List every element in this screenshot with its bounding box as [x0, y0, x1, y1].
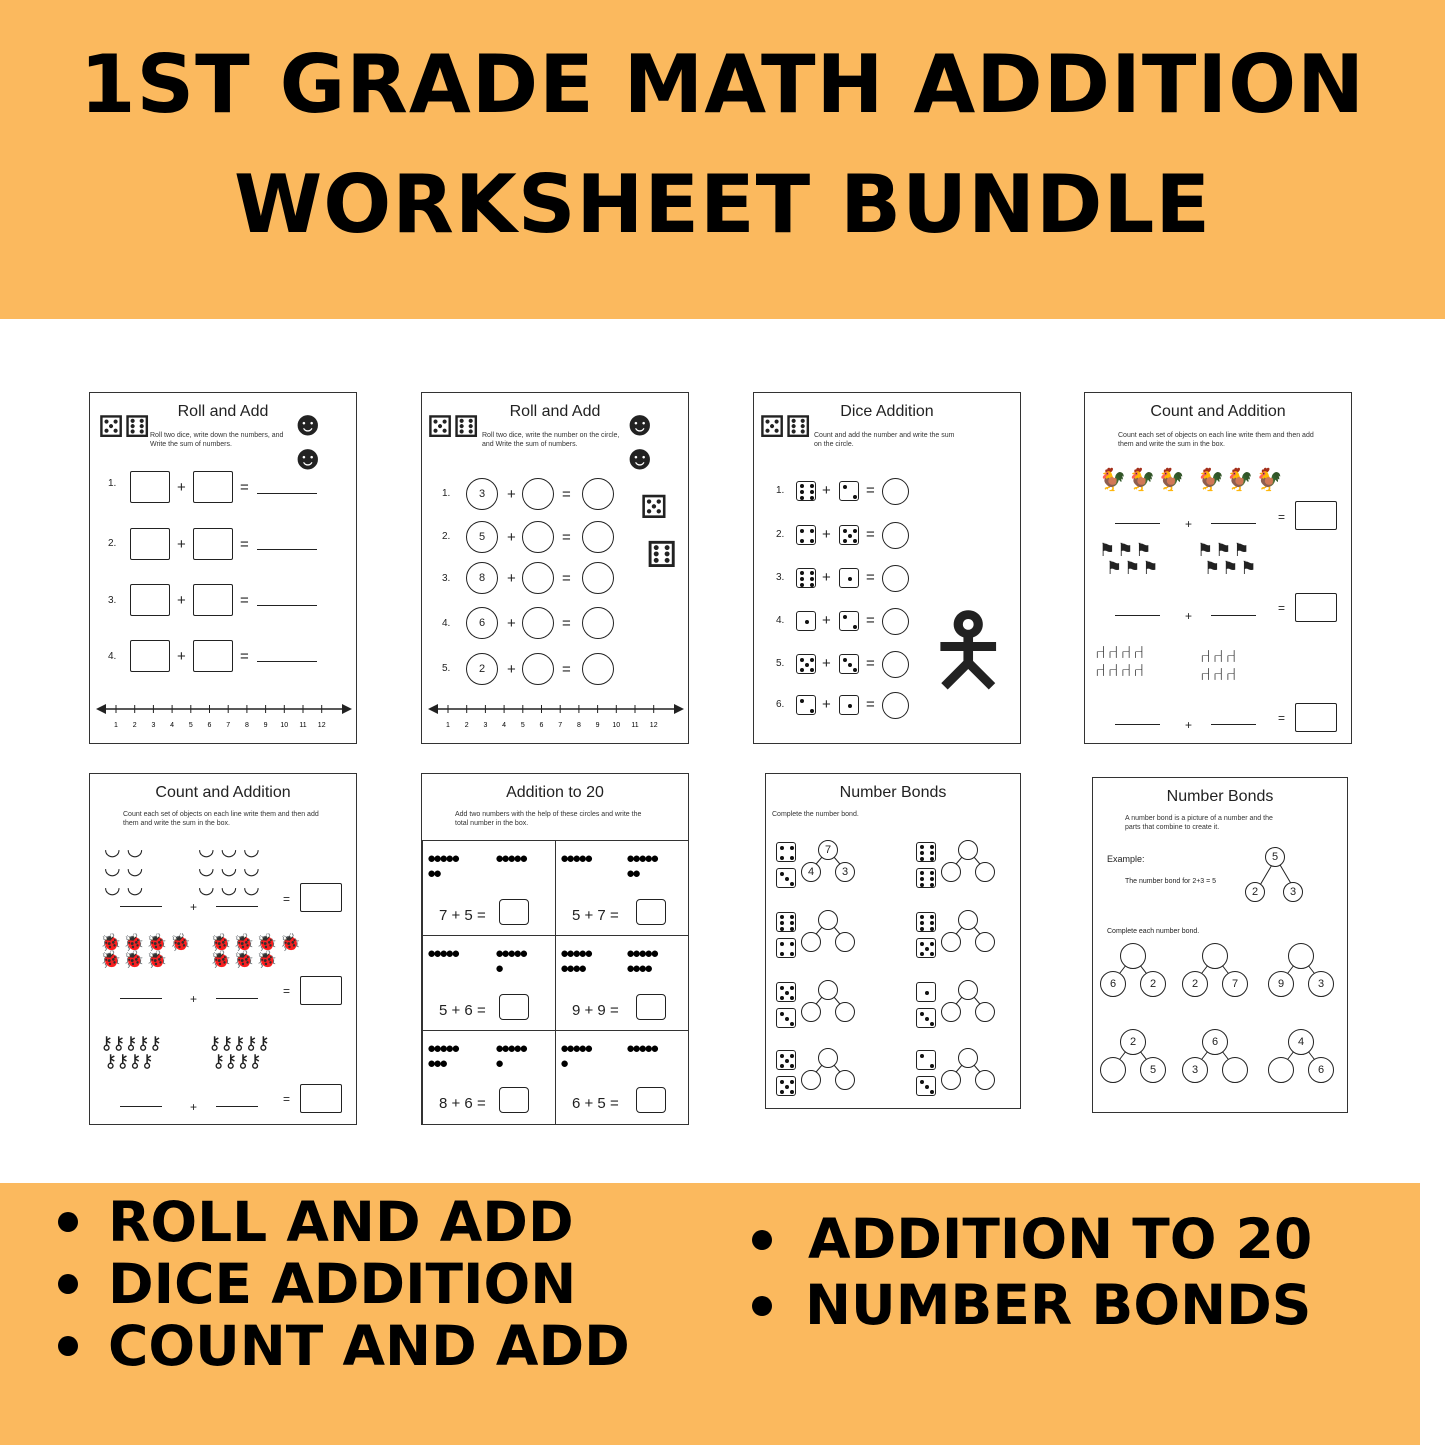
plus-sign: + [190, 992, 198, 1006]
dot-group: ●●●●● [495, 850, 526, 867]
bond-part-circle [975, 932, 995, 952]
dot-group: ●●●●● [626, 1040, 657, 1057]
number-line-label: 8 [576, 722, 581, 729]
bond-part-circle: 2 [1245, 882, 1265, 902]
number-line-label: 8 [244, 722, 249, 729]
die-face-icon [916, 982, 936, 1002]
bond-part-circle [801, 932, 821, 952]
answer-box [193, 584, 233, 616]
plus-sign: + [1185, 718, 1193, 732]
chair-icon: ⑁⑁⑁⑁ ⑁⑁⑁⑁ [1095, 642, 1147, 680]
number-circle: 3 [466, 478, 498, 510]
plus-sign: + [177, 536, 186, 553]
bond-part-circle: 5 [1140, 1057, 1166, 1083]
chair-icon: ⑁⑁⑁ ⑁⑁⑁ [1200, 646, 1239, 684]
plus-sign: + [190, 900, 198, 914]
ladybug-icon: 🐞🐞🐞🐞 🐞🐞🐞 [100, 933, 193, 969]
die-face-icon [916, 1076, 936, 1096]
number-line-label: 12 [317, 722, 326, 729]
bond-part-circle [941, 1070, 961, 1090]
bond-part-circle [975, 1002, 995, 1022]
plus-sign: + [507, 615, 516, 632]
bond-part-circle [1100, 1057, 1126, 1083]
bond-part-circle [835, 932, 855, 952]
equals-sign: = [240, 648, 249, 665]
plus-sign: + [822, 482, 831, 499]
row-number: 3. [108, 595, 117, 606]
die-face-icon [776, 868, 796, 888]
worksheet-number-bonds-1 [765, 773, 1021, 1109]
die-face-icon [916, 1050, 936, 1070]
equals-sign: = [562, 486, 571, 503]
bond-part-circle: 4 [801, 862, 821, 882]
answer-line [1211, 523, 1256, 524]
equals-sign: = [1278, 711, 1286, 725]
addition-problem: 9 + 9 = [572, 1002, 619, 1019]
ladybug-icon: 🐞🐞🐞🐞 🐞🐞🐞 [210, 933, 303, 969]
bond-part-circle: 2 [1140, 971, 1166, 997]
die-face-icon [776, 842, 796, 862]
answer-line [120, 998, 162, 999]
bond-part-circle [1268, 1057, 1294, 1083]
bond-whole-circle: 4 [1288, 1029, 1314, 1055]
answer-line [257, 549, 317, 550]
worksheet-title: Number Bonds [839, 784, 947, 801]
die-icon: ⚅ [646, 534, 678, 575]
number-line-label: 3 [151, 722, 156, 729]
number-line-label: 11 [299, 722, 307, 729]
answer-circle [882, 692, 909, 719]
number-line-label: 9 [595, 722, 600, 729]
answer-box [499, 994, 529, 1020]
equals-sign: = [562, 570, 571, 587]
rooster-icon: 🐓🐓🐓 [1099, 467, 1188, 492]
answer-box [499, 899, 529, 925]
die-face-icon [916, 938, 936, 958]
die-face-icon [916, 842, 936, 862]
answer-circle [882, 478, 909, 505]
worksheet-instructions: A number bond is a picture of a number and the parts that combine to create it. [1125, 815, 1273, 831]
number-line [428, 699, 684, 733]
answer-circle [522, 478, 554, 510]
answer-box [300, 1084, 342, 1113]
die-face-icon [839, 695, 859, 715]
number-line-label: 6 [207, 722, 212, 729]
bond-part-circle: 2 [1182, 971, 1208, 997]
worksheet-instructions: Count and add the number and write the sum on the circle. [814, 432, 955, 448]
plus-sign: + [822, 526, 831, 543]
bond-whole-circle [958, 910, 978, 930]
banana-icon: ◡◡◡ ◡◡◡ ◡◡◡ [198, 839, 266, 898]
bond-whole-circle [1288, 943, 1314, 969]
answer-line [1211, 724, 1256, 725]
equals-sign: = [240, 592, 249, 609]
answer-line [1211, 615, 1256, 616]
row-number: 2. [108, 538, 117, 549]
equals-sign: = [283, 892, 291, 906]
answer-circle [882, 522, 909, 549]
row-number: 4. [776, 615, 785, 626]
bullet-icon [58, 1274, 78, 1294]
addition-cell [555, 840, 689, 936]
bond-whole-circle [1202, 943, 1228, 969]
bond-part-circle [941, 932, 961, 952]
plus-sign: + [507, 486, 516, 503]
die-face-icon [796, 611, 816, 631]
answer-circle [522, 521, 554, 553]
dice-icon: ⚄⚅ [427, 411, 480, 444]
die-face-icon [916, 912, 936, 932]
die-icon: ⚄ [640, 489, 668, 525]
feature-addition-to-20: ADDITION TO 20 [808, 1207, 1313, 1271]
bond-whole-circle [958, 840, 978, 860]
answer-circle [882, 608, 909, 635]
feature-dice-addition: DICE ADDITION [108, 1252, 577, 1316]
answer-line [216, 998, 258, 999]
answer-box [193, 640, 233, 672]
bond-part-circle [1222, 1057, 1248, 1083]
answer-box [130, 584, 170, 616]
dot-group: ●●●●● ● [495, 1040, 526, 1072]
number-line-label: 2 [132, 722, 137, 729]
number-line-label: 12 [649, 722, 658, 729]
row-number: 3. [776, 572, 785, 583]
die-face-icon [796, 654, 816, 674]
dot-group: ●●●●● ●●●● [626, 945, 657, 977]
equals-sign: = [866, 612, 875, 629]
worksheet-title: Roll and Add [509, 403, 601, 420]
answer-circle [582, 521, 614, 553]
die-face-icon [776, 912, 796, 932]
addition-cell [422, 1030, 556, 1125]
worksheet-title: Count and Addition [155, 784, 291, 801]
die-face-icon [796, 525, 816, 545]
die-face-icon [796, 568, 816, 588]
row-number: 4. [442, 618, 451, 629]
answer-box [130, 640, 170, 672]
number-line-label: 3 [483, 722, 488, 729]
answer-box [1295, 703, 1337, 732]
die-face-icon [796, 695, 816, 715]
answer-line [1115, 523, 1160, 524]
feature-roll-and-add: ROLL AND ADD [108, 1190, 574, 1254]
die-face-icon [776, 938, 796, 958]
worksheet-count-and-addition-2 [89, 773, 357, 1125]
worksheet-instructions: Count each set of objects on each line write them and then add them and write the sum in the box. [1118, 432, 1314, 448]
plus-sign: + [177, 592, 186, 609]
dot-group: ●●●●● ● [495, 945, 526, 977]
answer-circle [582, 607, 614, 639]
addition-cell [422, 840, 556, 936]
girl-with-pencil-icon: 🯅 [926, 597, 1011, 704]
answer-line [257, 605, 317, 606]
answer-line [120, 1106, 162, 1107]
equals-sign: = [283, 1092, 291, 1106]
worksheet-title: Roll and Add [177, 403, 269, 420]
answer-box [300, 976, 342, 1005]
equals-sign: = [562, 661, 571, 678]
addition-cell [555, 1030, 689, 1125]
row-number: 6. [776, 699, 785, 710]
number-line-label: 5 [520, 722, 525, 729]
worksheet-roll-and-add-1 [89, 392, 357, 744]
answer-line [216, 1106, 258, 1107]
bond-part-circle: 3 [1283, 882, 1303, 902]
answer-box [193, 528, 233, 560]
dice-icon: ⚄⚅ [759, 411, 812, 444]
kids-playing-icon: ☻☻ [622, 405, 658, 477]
worksheet-dice-addition [753, 392, 1021, 744]
answer-line [1115, 615, 1160, 616]
worksheet-title: Dice Addition [840, 403, 934, 420]
key-icon: ⚷⚷⚷⚷⚷ ⚷⚷⚷⚷ [208, 1033, 269, 1071]
plus-sign: + [1185, 609, 1193, 623]
die-face-icon [839, 654, 859, 674]
worksheet-instructions: Complete the number bond. [772, 811, 859, 818]
plus-sign: + [822, 569, 831, 586]
number-circle: 2 [466, 653, 498, 685]
bond-part-circle [941, 1002, 961, 1022]
key-icon: ⚷⚷⚷⚷⚷ ⚷⚷⚷⚷ [100, 1033, 161, 1071]
equals-sign: = [866, 569, 875, 586]
row-number: 4. [108, 651, 117, 662]
dot-group: ●●●●● ● [560, 1040, 591, 1072]
answer-box [636, 899, 666, 925]
plus-sign: + [507, 661, 516, 678]
bond-part-circle: 3 [835, 862, 855, 882]
die-face-icon [776, 1008, 796, 1028]
equals-sign: = [1278, 510, 1286, 524]
bond-whole-circle [818, 1048, 838, 1068]
addition-cell [555, 935, 689, 1031]
dot-group: ●●●●● ●● [626, 850, 657, 882]
bond-whole-circle [818, 980, 838, 1000]
worksheet-number-bonds-2 [1092, 777, 1348, 1113]
answer-box [130, 471, 170, 503]
bond-whole-circle [958, 980, 978, 1000]
equals-sign: = [283, 984, 291, 998]
dot-group: ●●●●● ●● [427, 850, 458, 882]
number-line-label: 10 [612, 722, 621, 729]
die-face-icon [796, 481, 816, 501]
bond-whole-circle: 5 [1265, 847, 1285, 867]
answer-box [130, 528, 170, 560]
bond-part-circle: 6 [1308, 1057, 1334, 1083]
worksheet-instructions: Add two numbers with the help of these circles and write the total number in the box. [455, 811, 642, 827]
addition-cell [422, 935, 556, 1031]
row-number: 1. [442, 488, 451, 499]
kids-playing-icon: ☻☻ [290, 405, 326, 477]
worksheet-title: Count and Addition [1150, 403, 1286, 420]
answer-box [1295, 501, 1337, 530]
bullet-icon [752, 1230, 772, 1250]
bond-part-circle [975, 1070, 995, 1090]
bond-part-circle [801, 1002, 821, 1022]
row-number: 5. [776, 658, 785, 669]
flag-icon: ⚑⚑⚑ ⚑⚑⚑ [1197, 540, 1259, 578]
worksheet-instructions: Roll two dice, write down the numbers, and Write the sum of numbers. [150, 432, 284, 448]
bond-part-circle: 3 [1182, 1057, 1208, 1083]
answer-circle [882, 565, 909, 592]
worksheet-title: Addition to 20 [506, 784, 604, 801]
number-line-label: 11 [631, 722, 639, 729]
feature-count-and-add: COUNT AND ADD [108, 1314, 630, 1378]
answer-circle [522, 562, 554, 594]
bullet-icon [58, 1212, 78, 1232]
bond-part-circle: 7 [1222, 971, 1248, 997]
example-text: The number bond for 2+3 = 5 [1125, 878, 1217, 885]
plus-sign: + [822, 612, 831, 629]
plus-sign: + [507, 570, 516, 587]
addition-problem: 8 + 6 = [439, 1095, 486, 1112]
addition-problem: 6 + 5 = [572, 1095, 619, 1112]
addition-problem: 7 + 5 = [439, 907, 486, 924]
equals-sign: = [866, 526, 875, 543]
row-number: 2. [776, 529, 785, 540]
number-circle: 5 [466, 521, 498, 553]
plus-sign: + [177, 479, 186, 496]
worksheet-title: Number Bonds [1166, 788, 1274, 805]
number-circle: 6 [466, 607, 498, 639]
row-number: 1. [776, 485, 785, 496]
answer-circle [582, 653, 614, 685]
answer-line [1115, 724, 1160, 725]
worksheet-instructions: Roll two dice, write the number on the circle, and Write the sum of numbers. [482, 432, 620, 448]
answer-box [636, 1087, 666, 1113]
number-line-label: 1 [446, 722, 450, 729]
dot-group: ●●●●● ●●●● [560, 945, 591, 977]
bond-whole-circle [958, 1048, 978, 1068]
banana-icon: ◡◡ ◡◡ ◡◡ [104, 839, 150, 898]
number-line-label: 4 [502, 722, 507, 729]
number-line [96, 699, 352, 733]
equals-sign: = [866, 696, 875, 713]
equals-sign: = [866, 655, 875, 672]
bond-part-circle [941, 862, 961, 882]
answer-box [300, 883, 342, 912]
bond-part-circle: 9 [1268, 971, 1294, 997]
answer-box [193, 471, 233, 503]
bond-whole-circle [1120, 943, 1146, 969]
number-line-label: 4 [170, 722, 175, 729]
answer-circle [882, 651, 909, 678]
answer-line [257, 493, 317, 494]
number-line-label: 7 [558, 722, 563, 729]
equals-sign: = [562, 615, 571, 632]
plus-sign: + [822, 655, 831, 672]
answer-circle [522, 607, 554, 639]
plus-sign: + [822, 696, 831, 713]
dot-group: ●●●●● [427, 945, 458, 962]
rooster-icon: 🐓🐓🐓 [1197, 467, 1286, 492]
die-face-icon [776, 982, 796, 1002]
bond-whole-circle: 2 [1120, 1029, 1146, 1055]
number-line-label: 10 [280, 722, 289, 729]
answer-line [257, 661, 317, 662]
bullet-icon [58, 1336, 78, 1356]
equals-sign: = [240, 536, 249, 553]
worksheet-instructions: Count each set of objects on each line write them and then add them and write the sum in the box. [123, 811, 319, 827]
die-face-icon [839, 611, 859, 631]
bond-part-circle [801, 1070, 821, 1090]
addition-problem: 5 + 7 = [572, 907, 619, 924]
die-face-icon [776, 1050, 796, 1070]
equals-sign: = [1278, 601, 1286, 615]
number-line-label: 7 [226, 722, 231, 729]
dot-group: ●●●●● ●●● [427, 1040, 458, 1072]
answer-circle [582, 478, 614, 510]
feature-number-bonds: NUMBER BONDS [805, 1273, 1312, 1337]
bond-whole-circle: 7 [818, 840, 838, 860]
equals-sign: = [866, 482, 875, 499]
plus-sign: + [507, 529, 516, 546]
row-number: 2. [442, 531, 451, 542]
die-face-icon [776, 1076, 796, 1096]
answer-box [499, 1087, 529, 1113]
plus-sign: + [177, 648, 186, 665]
equals-sign: = [240, 479, 249, 496]
number-line-label: 9 [263, 722, 268, 729]
answer-circle [582, 562, 614, 594]
answer-line [120, 906, 162, 907]
header-title-line2: WORKSHEET BUNDLE [233, 158, 1212, 251]
die-face-icon [916, 868, 936, 888]
example-label: Example: [1107, 854, 1145, 864]
row-number: 3. [442, 573, 451, 584]
bullet-icon [752, 1296, 772, 1316]
bond-part-circle: 6 [1100, 971, 1126, 997]
addition-problem: 5 + 6 = [439, 1002, 486, 1019]
worksheet-count-and-addition-1 [1084, 392, 1352, 744]
bond-whole-circle: 6 [1202, 1029, 1228, 1055]
dot-group: ●●●●● [560, 850, 591, 867]
bond-part-circle [835, 1002, 855, 1022]
number-line-label: 5 [188, 722, 193, 729]
number-line-label: 2 [464, 722, 469, 729]
die-face-icon [916, 1008, 936, 1028]
number-line-label: 1 [114, 722, 118, 729]
worksheet-roll-and-add-2 [421, 392, 689, 744]
flag-icon: ⚑⚑⚑ ⚑⚑⚑ [1099, 540, 1161, 578]
row-number: 1. [108, 478, 117, 489]
worksheet-addition-to-20 [421, 773, 689, 1125]
die-face-icon [839, 525, 859, 545]
plus-sign: + [190, 1100, 198, 1114]
equals-sign: = [562, 529, 571, 546]
answer-box [636, 994, 666, 1020]
bond-whole-circle [818, 910, 838, 930]
die-face-icon [839, 481, 859, 501]
complete-label: Complete each number bond. [1107, 928, 1200, 935]
die-face-icon [839, 568, 859, 588]
plus-sign: + [1185, 517, 1193, 531]
dice-icon: ⚄⚅ [98, 411, 151, 444]
number-line-label: 6 [539, 722, 544, 729]
number-circle: 8 [466, 562, 498, 594]
row-number: 5. [442, 663, 451, 674]
bond-part-circle [835, 1070, 855, 1090]
answer-box [1295, 593, 1337, 622]
bond-part-circle: 3 [1308, 971, 1334, 997]
header-title-line1: 1ST GRADE MATH ADDITION [79, 38, 1366, 131]
answer-line [216, 906, 258, 907]
answer-circle [522, 653, 554, 685]
bond-part-circle [975, 862, 995, 882]
